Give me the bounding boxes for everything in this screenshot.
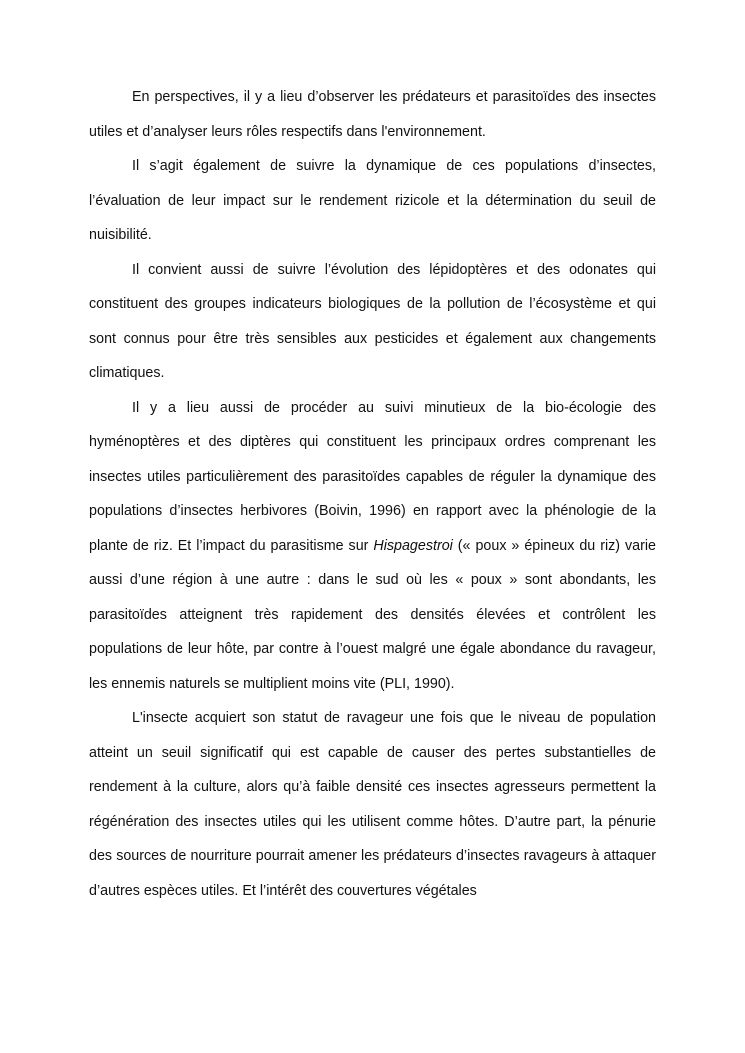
paragraph-perspectives: En perspectives, il y a lieu d’observer les prédateurs et parasitoïdes des insectes utiles et d’analyser leurs rôles respectifs dans l'environnement. bbox=[89, 89, 656, 140]
paragraph-pest-status: L'insecte acquiert son statut de ravageur une fois que le niveau de population atteint un seuil significatif qui est capable de causer des pertes substantielles de rendement à la culture, alors qu’à faible densité ces insectes agresseurs permettent la régénération des insectes utiles qui les utilisent comme hôtes. D’autre part, la pénurie des sources de nourriture pourrait amener les prédateurs d’insectes ravageurs à attaquer d’autres espèces utiles. Et l’intérêt des couvertures végétales bbox=[89, 710, 656, 899]
paragraph-hymenoptera-diptera bbox=[89, 391, 656, 702]
species-name-italic: Hispagestroi bbox=[373, 537, 453, 554]
paragraph-text-start: Il y a lieu aussi de procéder au suivi minutieux de la bio-écologie des hyménoptères et des diptères qui constituent les principaux ordres comprenant les insectes utiles particulièrement des parasitoïdes capables de réguler la dynamique des populations d’insectes herbivores (Boivin, 1996) en rapport avec la phénologie de la plante de riz. Et l’impact du parasitisme sur bbox=[89, 399, 656, 554]
paragraph-text-end: (« poux » épineux du riz) varie aussi d’une région à une autre : dans le sud où les « poux » sont abondants, les parasitoïdes atteignent très rapidement des densités élevées et contrôlent les populations de leur hôte, par contre à l’ouest malgré une égale abondance du ravageur, les ennemis naturels se multiplient moins vite (PLI, 1990). bbox=[89, 537, 656, 692]
paragraph-lepidoptera-odonata: Il convient aussi de suivre l’évolution des lépidoptères et des odonates qui constituent des groupes indicateurs biologiques de la pollution de l’écosystème et qui sont connus pour être très sensibles aux pesticides et également aux changements climatiques. bbox=[89, 261, 656, 381]
document-page bbox=[89, 80, 656, 908]
paragraph-population-dynamics: Il s’agit également de suivre la dynamique de ces populations d’insectes, l’évaluation de leur impact sur le rendement rizicole et la détermination du seuil de nuisibilité. bbox=[89, 158, 656, 243]
